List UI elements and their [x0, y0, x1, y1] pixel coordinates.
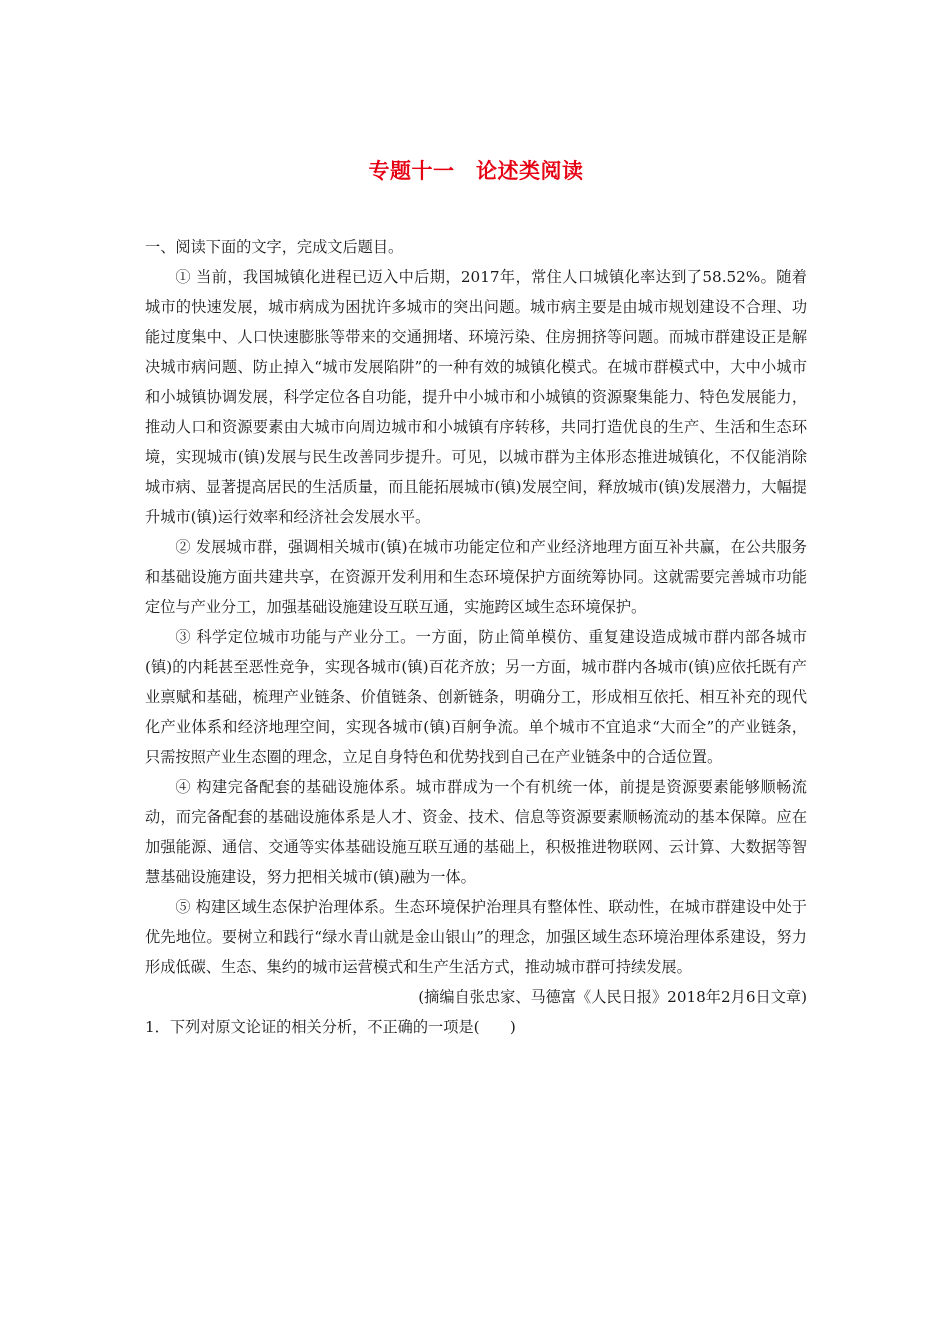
reading-passage [145, 232, 807, 1042]
question-1-close: ) [509, 1018, 516, 1036]
paragraph-1: ① 当前，我国城镇化进程已迈入中后期，2017年，常住人口城镇化率达到了58.52%。随着城市的快速发展，城市病成为困扰许多城市的突出问题。城市病主要是由城市规划建设不合理、功能过度集中、人口快速膨胀等带来的交通拥堵、环境污染、住房拥挤等问题。而城市群建设正是解决城市病问题、防止掉入“城市发展陷阱”的一种有效的城镇化模式。在城市群模式中，大中小城市和小城镇协调发展，科学定位各自功能，提升中小城市和小城镇的资源聚集能力、特色发展能力，推动人口和资源要素由大城市向周边城市和小城镇有序转移，共同打造优良的生产、生活和生态环境，实现城市(镇)发展与民生改善同步提升。可见，以城市群为主体形态推进城镇化，不仅能消除城市病、显著提高居民的生活质量，而且能拓展城市(镇)发展空间，释放城市(镇)发展潜力，大幅提升城市(镇)运行效率和经济社会发展水平。 [145, 268, 807, 526]
source-citation: (摘编自张忠家、马德富《人民日报》2018年2月6日文章) [418, 988, 807, 1006]
page-title: 专题十一 论述类阅读 [368, 159, 584, 183]
paragraph-3: ③ 科学定位城市功能与产业分工。一方面，防止简单模仿、重复建设造成城市群内部各城市(镇)的内耗甚至恶性竞争，实现各城市(镇)百花齐放；另一方面，城市群内各城市(镇)应依托既有产业禀赋和基础，梳理产业链条、价值链条、创新链条，明确分工，形成相互依托、相互补充的现代化产业体系和经济地理空间，实现各城市(镇)百舸争流。单个城市不宜追求“大而全”的产业链条，只需按照产业生态圈的理念，立足自身特色和优势找到自己在产业链条中的合适位置。 [145, 628, 807, 766]
question-1-text: 1．下列对原文论证的相关分析，不正确的一项是( [145, 1018, 480, 1036]
paragraph-4: ④ 构建完备配套的基础设施体系。城市群成为一个有机统一体，前提是资源要素能够顺畅流动，而完备配套的基础设施体系是人才、资金、技术、信息等资源要素顺畅流动的基本保障。应在加强能源、通信、交通等实体基础设施互联互通的基础上，积极推进物联网、云计算、大数据等智慧基础设施建设，努力把相关城市(镇)融为一体。 [145, 778, 807, 886]
question-1 [145, 1012, 807, 1042]
document-page [145, 0, 807, 1344]
section-instruction: 一、阅读下面的文字，完成文后题目。 [145, 238, 404, 256]
paragraph-5: ⑤ 构建区域生态保护治理体系。生态环境保护治理具有整体性、联动性，在城市群建设中处于优先地位。要树立和践行“绿水青山就是金山银山”的理念，加强区域生态环境治理体系建设，努力形成低碳、生态、集约的城市运营模式和生产生活方式，推动城市群可持续发展。 [145, 898, 807, 976]
paragraph-2: ② 发展城市群，强调相关城市(镇)在城市功能定位和产业经济地理方面互补共赢，在公共服务和基础设施方面共建共享，在资源开发利用和生态环境保护方面统筹协同。这就需要完善城市功能定位与产业分工，加强基础设施建设互联互通，实施跨区域生态环境保护。 [145, 538, 807, 616]
